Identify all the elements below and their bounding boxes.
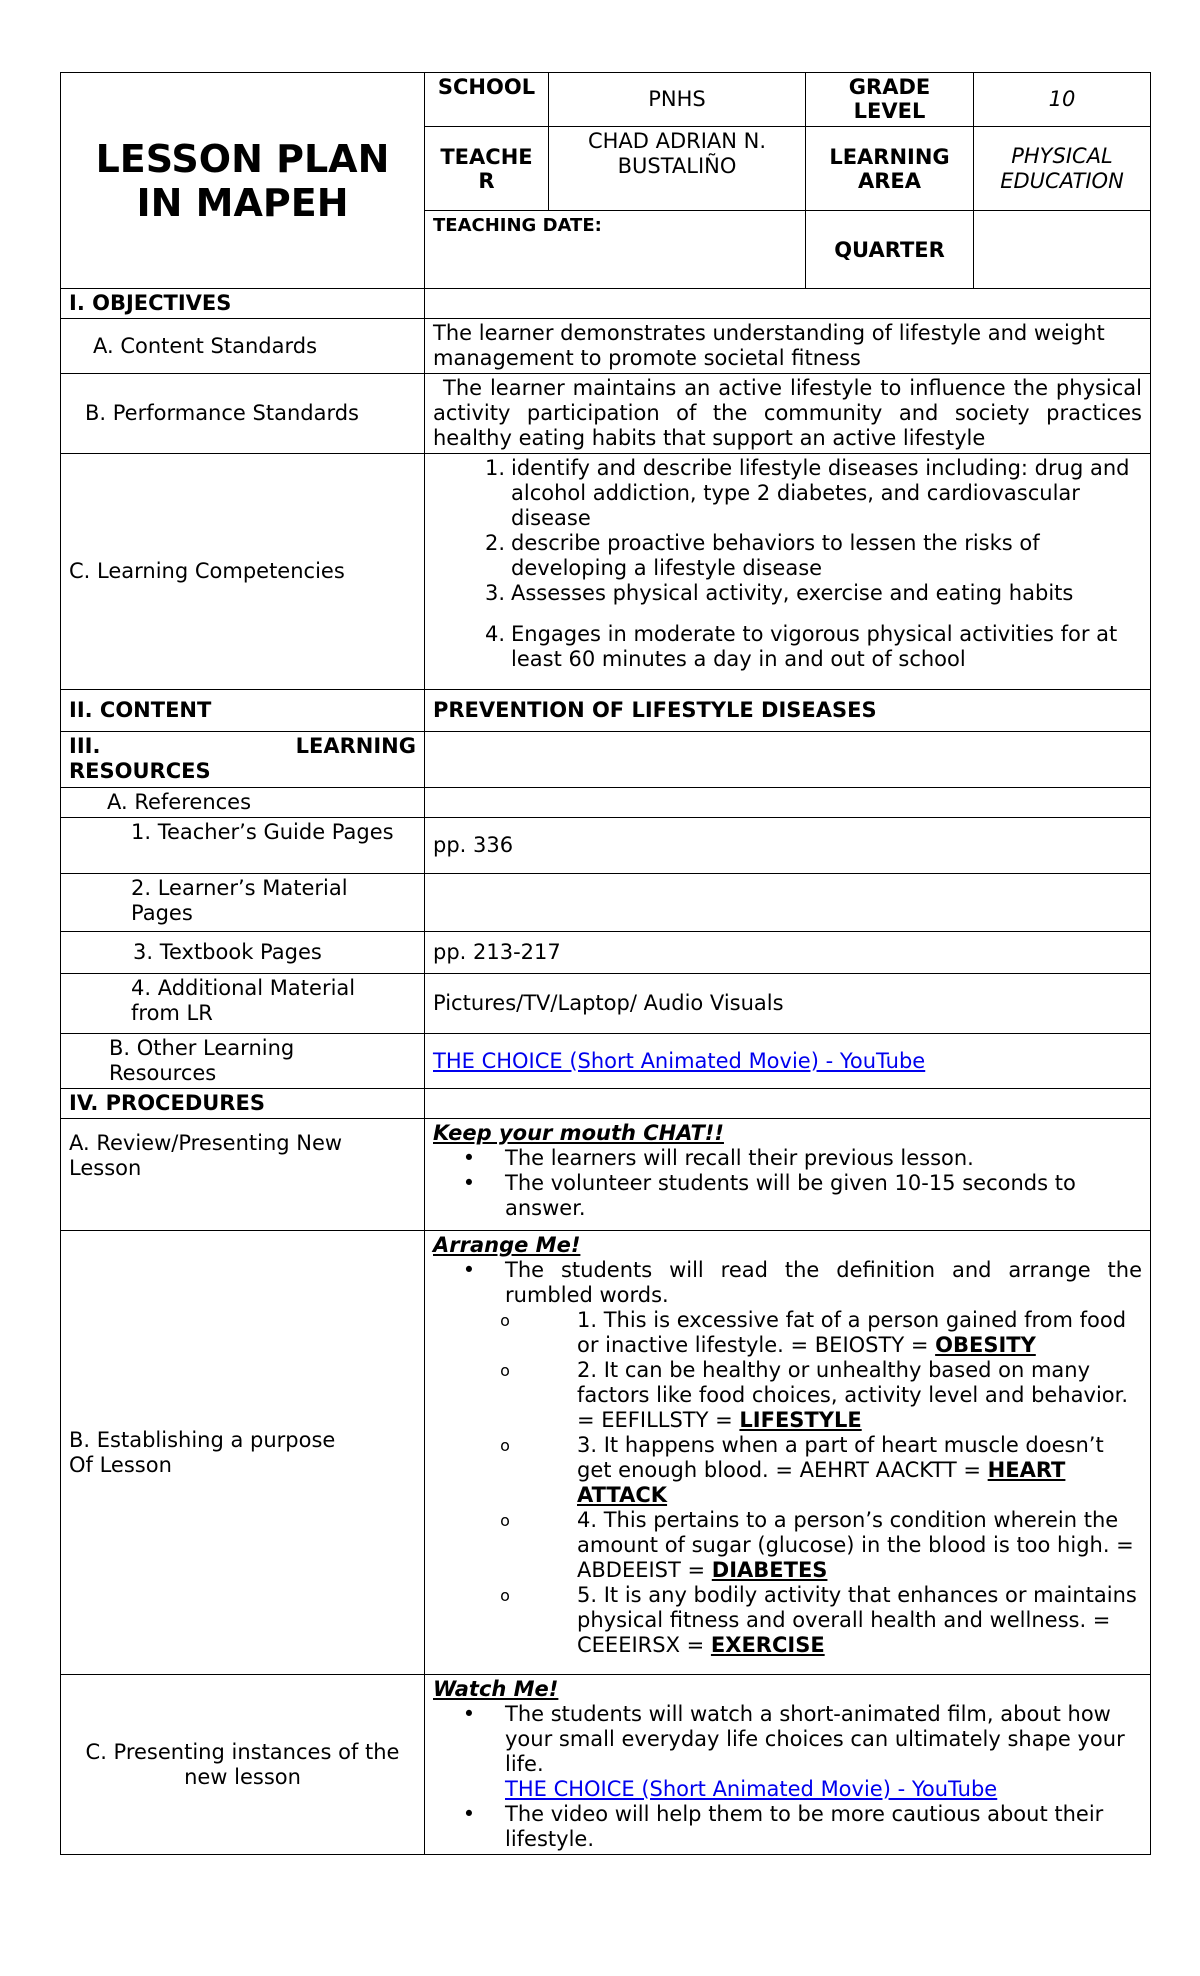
teacher-value: CHAD ADRIAN N. BUSTALIÑO <box>549 127 806 211</box>
list-item: o 1. This is excessive fat of a person gained from food or inactive lifestyle. = BEIOSTY = OBESITY <box>500 1308 1127 1357</box>
performance-standards-label: B. Performance Standards <box>61 374 425 454</box>
learners-material-value <box>425 874 1151 932</box>
references-label: A. References <box>61 788 425 818</box>
activity-title: Arrange Me! <box>433 1233 581 1257</box>
instances-activity <box>425 1675 1151 1855</box>
list-item: 1. identify and describe lifestyle diseases including: drug and alcohol addiction, type 2 diabetes, and cardiovascular disease <box>484 456 1130 530</box>
youtube-link[interactable]: THE CHOICE (Short Animated Movie) - YouTube <box>505 1777 998 1801</box>
review-activity <box>425 1119 1151 1231</box>
content-standards-value: The learner demonstrates understanding of lifestyle and weight management to promote societal fitness <box>425 319 1151 374</box>
purpose-label: B. Establishing a purpose Of Lesson <box>61 1231 425 1675</box>
list-item: o 5. It is any bodily activity that enhances or maintains physical fitness and overall health and wellness. = CEEEIRSX = EXERCISE <box>500 1583 1137 1657</box>
other-resources-label: B. Other Learning Resources <box>61 1034 425 1089</box>
lesson-plan-page <box>60 72 1150 1855</box>
content-standards-label: A. Content Standards <box>61 319 425 374</box>
textbook-label: 3. Textbook Pages <box>61 932 425 974</box>
objectives-blank <box>425 289 1151 319</box>
area-value: PHYSICAL EDUCATION <box>974 127 1151 211</box>
youtube-link[interactable]: THE CHOICE (Short Animated Movie) - YouTube <box>433 1048 926 1073</box>
procedures-blank <box>425 1089 1151 1119</box>
activity-title: Keep your mouth CHAT!! <box>433 1121 724 1145</box>
resources-heading: III. LEARNING RESOURCES <box>61 732 425 788</box>
learners-material-label: 2. Learner’s Material Pages <box>61 874 425 932</box>
references-blank <box>425 788 1151 818</box>
list-item: • The learners will recall their previous lesson. <box>462 1146 974 1170</box>
activity-title: Watch Me! <box>433 1677 559 1701</box>
list-item: o 4. This pertains to a person’s condition wherein the amount of sugar (glucose) in the blood is too high. = ABDEEIST = DIABETES <box>500 1508 1134 1582</box>
grade-label: GRADE LEVEL <box>806 73 974 127</box>
other-resources-value <box>425 1034 1151 1089</box>
performance-standards-value: The learner maintains an active lifestyle to influence the physical activity participation of the community and society practices healthy eating habits that support an active lifestyle <box>425 374 1151 454</box>
purpose-activity <box>425 1231 1151 1675</box>
page-title: LESSON PLAN IN MAPEH <box>61 73 425 289</box>
content-heading: II. CONTENT <box>61 690 425 732</box>
lesson-plan-table <box>60 72 1151 1855</box>
procedures-heading: IV. PROCEDURES <box>61 1089 425 1119</box>
learning-competencies-list <box>425 454 1151 690</box>
resources-blank <box>425 732 1151 788</box>
teachers-guide-value: pp. 336 <box>425 818 1151 874</box>
list-item: • The video will help them to be more cautious about their lifestyle. <box>462 1802 1104 1851</box>
school-label: SCHOOL <box>425 73 549 127</box>
grade-value: 10 <box>974 73 1151 127</box>
instances-label: C. Presenting instances of the new lesson <box>61 1675 425 1855</box>
list-item: • The students will read the definition and arrange the rumbled words. <box>462 1258 1142 1307</box>
teaching-date-label: TEACHING DATE: <box>425 211 806 289</box>
teacher-label: TEACHER <box>425 127 549 211</box>
quarter-label: QUARTER <box>806 211 974 289</box>
learning-competencies-label: C. Learning Competencies <box>61 454 425 690</box>
list-item: o 2. It can be healthy or unhealthy based on many factors like food choices, activity level and behavior. = EEFILLSTY = LIFESTYLE <box>500 1358 1129 1432</box>
list-item: • The students will watch a short-animated film, about how your small everyday life choices can ultimately shape your life. THE CHOICE (Short Animated Movie) - YouTube <box>462 1702 1125 1801</box>
list-item: • The volunteer students will be given 10-15 seconds to answer. <box>462 1171 1076 1220</box>
list-item: 2. describe proactive behaviors to lessen the risks of developing a lifestyle disease <box>484 531 1040 580</box>
school-value: PNHS <box>549 73 806 127</box>
list-item: o 3. It happens when a part of heart muscle doesn’t get enough blood. = AEHRT AACKTT = HEART ATTACK <box>500 1433 1104 1507</box>
additional-material-label: 4. Additional Material from LR <box>61 974 425 1034</box>
objectives-heading: I. OBJECTIVES <box>61 289 425 319</box>
list-item: 4. Engages in moderate to vigorous physical activities for at least 60 minutes a day in and out of school <box>484 622 1118 671</box>
teachers-guide-label: 1. Teacher’s Guide Pages <box>61 818 425 874</box>
area-label: LEARNING AREA <box>806 127 974 211</box>
review-label: A. Review/Presenting New Lesson <box>61 1119 425 1231</box>
additional-material-value: Pictures/TV/Laptop/ Audio Visuals <box>425 974 1151 1034</box>
list-item: 3. Assesses physical activity, exercise and eating habits <box>484 581 1074 605</box>
content-value: PREVENTION OF LIFESTYLE DISEASES <box>425 690 1151 732</box>
textbook-value: pp. 213-217 <box>425 932 1151 974</box>
quarter-value <box>974 211 1151 289</box>
